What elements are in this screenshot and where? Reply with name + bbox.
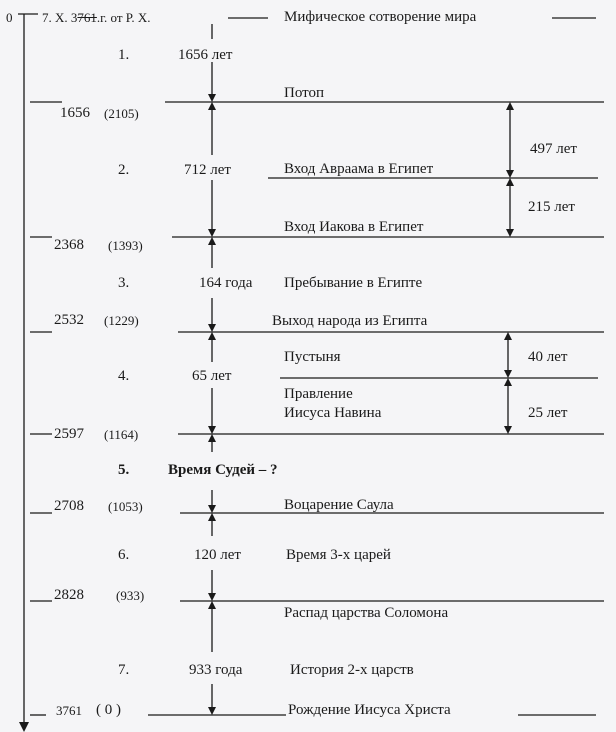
event-two-kingdoms: История 2-х царств <box>290 662 414 678</box>
event-egypt-stay: Пребывание в Египте <box>284 275 423 291</box>
period-duration: 712 лет <box>184 162 231 178</box>
period-duration: 1656 лет <box>178 47 233 63</box>
period-number: 2. <box>118 162 130 178</box>
period-number: 3. <box>118 275 130 291</box>
event-joshua-name: Иисуса Навина <box>284 405 382 421</box>
bc-year-label: (1229) <box>104 313 139 328</box>
year-label: 2597 <box>54 426 84 442</box>
interval-25: 25 лет <box>528 405 568 421</box>
interval-40: 40 лет <box>528 349 568 365</box>
event-christ: Рождение Иисуса Христа <box>288 702 451 718</box>
event-desert: Пустыня <box>284 349 341 365</box>
year-label: 2368 <box>54 237 84 253</box>
period-duration: 65 лет <box>192 368 232 384</box>
bc-year-label: (1393) <box>108 238 143 253</box>
bc-year-label: (933) <box>116 588 145 603</box>
period-number: 4. <box>118 368 130 384</box>
event-three-kings: Время 3-х царей <box>286 547 391 563</box>
period-number: 7. <box>118 662 130 678</box>
period-number: 1. <box>118 47 130 63</box>
year-label: 2708 <box>54 498 84 514</box>
period-duration: 933 года <box>189 662 243 678</box>
interval-215: 215 лет <box>528 199 575 215</box>
year-label: 2828 <box>54 587 84 603</box>
year-label: 2532 <box>54 312 84 328</box>
interval-497: 497 лет <box>530 141 577 157</box>
event-exodus: Выход народа из Египта <box>272 313 428 329</box>
event-split: Распад царства Соломона <box>284 605 449 621</box>
bc-year-label: (1164) <box>104 427 139 442</box>
period-number: 6. <box>118 547 130 563</box>
bc-year-label: (2105) <box>104 106 139 121</box>
origin-date-label: 7. Х. 3761.г. от Р. Х. <box>42 10 151 25</box>
event-jacob: Вход Иакова в Египет <box>284 219 424 235</box>
year-label: 1656 <box>60 105 90 121</box>
period-duration: Время Судей – ? <box>168 462 278 478</box>
bc-year-label: ( 0 ) <box>96 702 121 718</box>
period-duration: 120 лет <box>194 547 241 563</box>
period-duration: 164 года <box>199 275 253 291</box>
event-flood: Потоп <box>284 85 325 101</box>
event-abraham: Вход Авраама в Египет <box>284 161 434 177</box>
event-saul: Воцарение Саула <box>284 497 394 513</box>
event-joshua: Правление <box>284 386 353 402</box>
axis-zero-label: 0 <box>6 10 13 25</box>
creation-label: Мифическое сотворение мира <box>284 9 477 25</box>
year-label: 3761 <box>56 703 82 718</box>
bc-year-label: (1053) <box>108 499 143 514</box>
period-number: 5. <box>118 462 130 478</box>
